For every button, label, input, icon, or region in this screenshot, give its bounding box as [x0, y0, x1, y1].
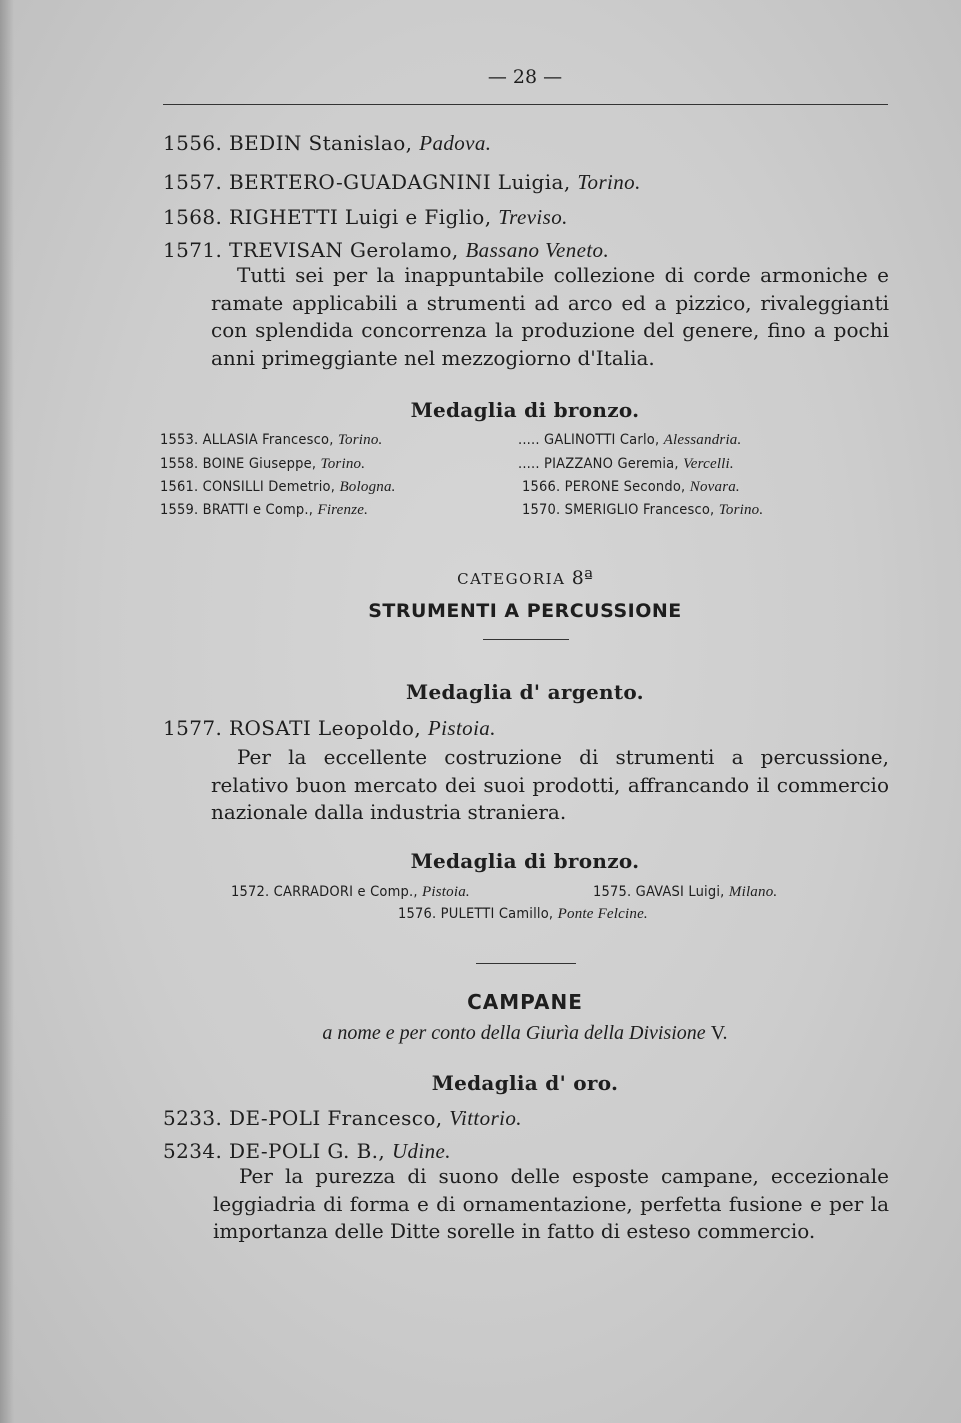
bronze-left-item: 1559. BRATTI e Comp., Firenze. — [160, 502, 369, 518]
heading-bronze-medal: Medaglia di bronzo. — [410, 398, 640, 422]
bronze2-item: 1572. CARRADORI e Comp., Pistoia. — [231, 884, 470, 900]
bronze-right-item: 1566. PERONE Secondo, Novara. — [522, 479, 740, 495]
bronze-right-item: ..... GALINOTTI Carlo, Alessandria. — [518, 432, 742, 448]
category-title: STRUMENTI A PERCUSSIONE — [368, 600, 682, 622]
entry-city: Bassano Veneto. — [465, 238, 610, 262]
bronze-left-item: 1558. BOINE Giuseppe, Torino. — [160, 456, 366, 472]
entry-name: ROSATI Leopoldo, — [229, 716, 422, 740]
divider — [483, 639, 569, 640]
entry-city: Treviso. — [498, 205, 568, 229]
entry-number: 1577. — [163, 716, 223, 740]
divider — [476, 963, 576, 964]
paragraph-citation-1: Tutti sei per la inappuntabile collezione di corde armoniche e ramate applicabili a strumenti ad arco ed a pizzico, rivaleggianti con splendida concorrenza la produzione del genere, fino a pochi anni primeggiante nel mezzogiorno d'Italia. — [211, 263, 889, 370]
entry-name: DE-POLI Francesco, — [229, 1106, 443, 1130]
page-number: — 28 — — [487, 66, 563, 88]
section-subtitle: a nome e per conto della Giurìa della Divisione V. — [322, 1022, 728, 1044]
bronze-right-item: ..... PIAZZANO Geremia, Vercelli. — [518, 456, 734, 472]
header-rule — [163, 104, 888, 105]
entry-row — [163, 1139, 451, 1164]
section-title: CAMPANE — [467, 990, 583, 1014]
entry-name: DE-POLI G. B., — [229, 1139, 386, 1163]
entry-number: 1557. — [163, 170, 223, 194]
entry-city: Pistoia. — [427, 716, 496, 740]
entry-city: Padova. — [419, 131, 492, 155]
bronze-left-item: 1561. CONSILLI Demetrio, Bologna. — [160, 479, 396, 495]
entry-row — [163, 238, 609, 263]
paragraph-citation-3: Per la purezza di suono delle esposte campane, eccezionale leggiadria di forma e di ornamentazione, perfetta fusione e per la importanza delle Ditte sorelle in fatto di esteso commercio. — [213, 1164, 889, 1243]
entry-row — [163, 131, 491, 156]
bronze-left-item: 1553. ALLASIA Francesco, Torino. — [160, 432, 383, 448]
entry-number: 1571. — [163, 238, 223, 262]
entry-name: TREVISAN Gerolamo, — [229, 238, 459, 262]
heading-gold-medal: Medaglia d' oro. — [431, 1071, 619, 1095]
entry-city: Vittorio. — [449, 1106, 522, 1130]
paragraph-citation-2: Per la eccellente costruzione di strumenti a percussione, relativo buon mercato dei suoi prodotti, affrancando il commercio nazionale dalla industria straniera. — [211, 745, 889, 824]
entry-city: Udine. — [391, 1139, 451, 1163]
entry-row — [163, 205, 568, 230]
entry-number: 5234. — [163, 1139, 223, 1163]
entry-row — [163, 716, 496, 741]
entry-number: 5233. — [163, 1106, 223, 1130]
bronze2-item: 1575. GAVASI Luigi, Milano. — [593, 884, 778, 900]
bronze-right-item: 1570. SMERIGLIO Francesco, Torino. — [522, 502, 764, 518]
bronze2-item: 1576. PULETTI Camillo, Ponte Felcine. — [398, 906, 648, 922]
entry-name: BERTERO-GUADAGNINI Luigia, — [229, 170, 571, 194]
page-shadow-edge — [0, 0, 14, 1423]
entry-number: 1556. — [163, 131, 223, 155]
heading-silver-medal: Medaglia d' argento. — [406, 680, 644, 704]
entry-number: 1568. — [163, 205, 223, 229]
entry-name: BEDIN Stanislao, — [229, 131, 413, 155]
entry-name: RIGHETTI Luigi e Figlio, — [229, 205, 492, 229]
heading-bronze-medal-2: Medaglia di bronzo. — [410, 849, 640, 873]
entry-city: Torino. — [577, 170, 641, 194]
entry-row — [163, 170, 641, 195]
category-label: CATEGORIA 8ª — [457, 567, 593, 589]
entry-row — [163, 1106, 522, 1131]
